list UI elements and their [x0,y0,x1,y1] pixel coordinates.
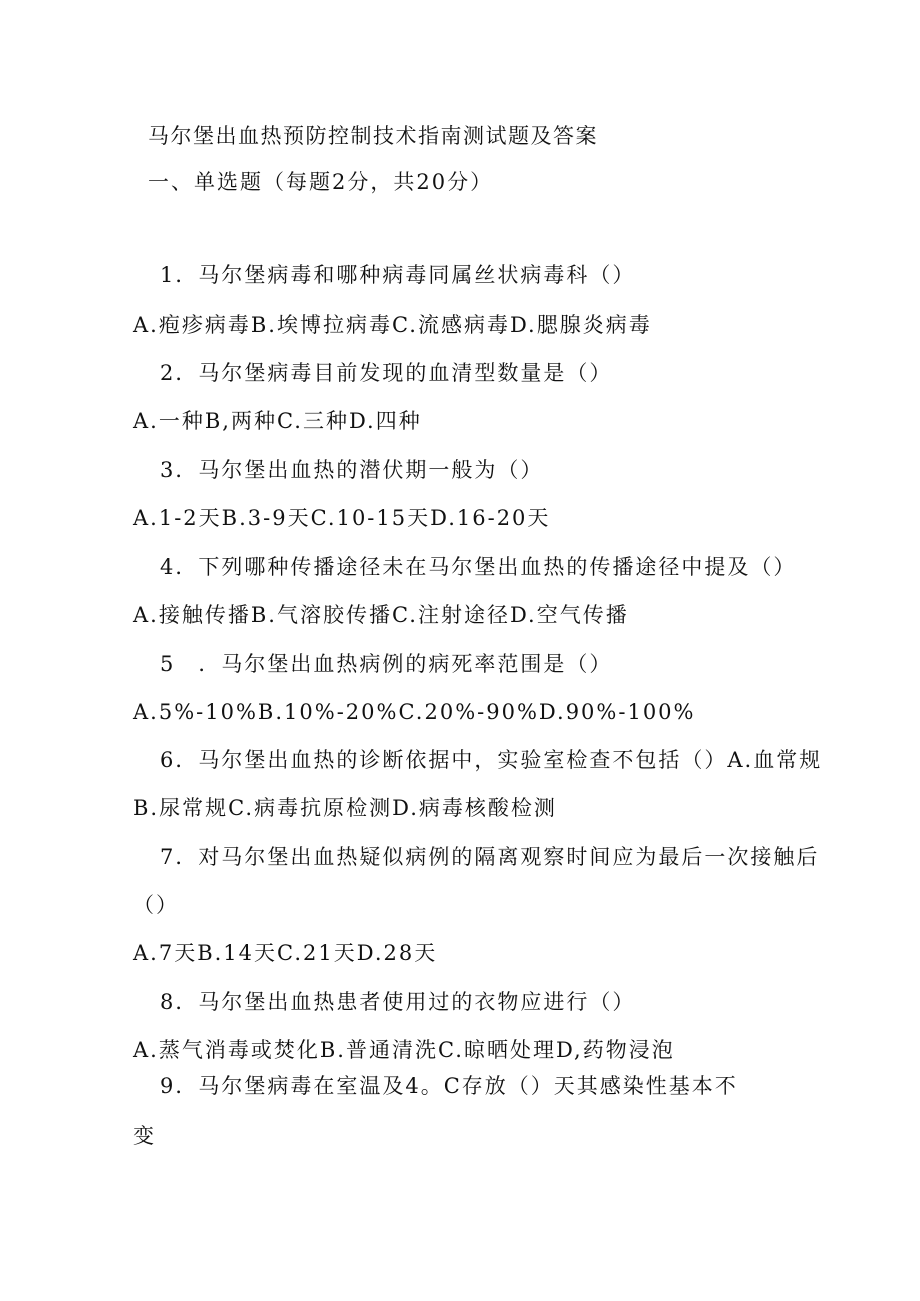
question-7-options: A.7天B.14天C.21天D.28天 [133,941,438,965]
question-3: 3．马尔堡出血热的潜伏期一般为（） [160,458,544,482]
question-7: 7．对马尔堡出血热疑似病例的隔离观察时间应为最后一次接触后 [160,845,820,869]
question-1: 1．马尔堡病毒和哪种病毒同属丝状病毒科（） [160,263,636,287]
question-6: 6．马尔堡出血热的诊断依据中，实验室检查不包括（）A.血常规 [160,748,823,772]
page-title: 马尔堡出血热预防控制技术指南测试题及答案 [148,124,598,148]
question-7-continued: （） [133,893,179,917]
section-heading: 一、单选题（每题2分，共20分） [148,170,494,194]
question-9: 9．马尔堡病毒在室温及4。C存放（）天其感染性基本不 [160,1074,738,1098]
question-1-options: A.疱疹病毒B.埃博拉病毒C.流感病毒D.腮腺炎病毒 [133,313,652,337]
question-3-options: A.1-2天B.3-9天C.10-15天D.16-20天 [133,506,551,530]
question-4: 4．下列哪种传播途径未在马尔堡出血热的传播途径中提及（） [160,555,797,579]
question-5: 5 ．马尔堡出血热病例的病死率范围是（） [160,652,613,676]
question-9-continued: 变 [133,1124,156,1148]
question-4-options: A.接触传播B.气溶胶传播C.注射途径D.空气传播 [133,603,629,627]
question-2: 2．马尔堡病毒目前发现的血清型数量是（） [160,361,613,385]
question-5-options: A.5%-10%B.10%-20%C.20%-90%D.90%-100% [133,700,696,724]
question-8: 8．马尔堡出血热患者使用过的衣物应进行（） [160,990,636,1014]
question-8-options: A.蒸气消毒或焚化B.普通清洗C.晾晒处理D,药物浸泡 [133,1038,675,1062]
question-6-options: B.尿常规C.病毒抗原检测D.病毒核酸检测 [133,796,557,820]
question-2-options: A.一种B,两种C.三种D.四种 [133,409,422,433]
